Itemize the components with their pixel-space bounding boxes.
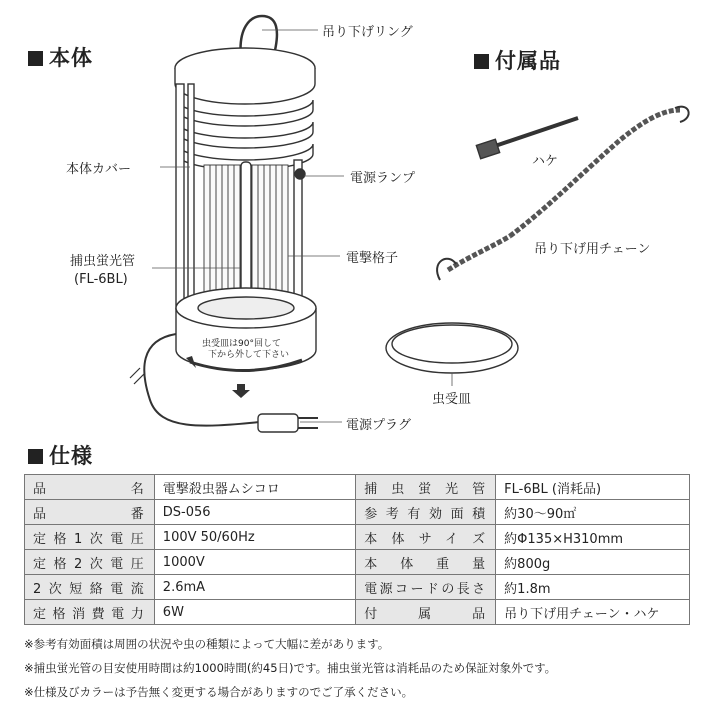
callout-power-lamp: 電源ランプ [350, 171, 416, 186]
note-line: ※仕様及びカラーは予告無く変更する場合がありますのでご了承ください。 [24, 685, 414, 699]
spec-label: 付属品 [356, 600, 496, 625]
spec-row [25, 525, 690, 550]
spec-value: FL-6BL (消耗品) [496, 475, 690, 500]
spec-value: 2.6mA [154, 575, 355, 600]
tray-note-line2: 下から外して下さい [208, 350, 290, 360]
callout-hanging-ring: 吊り下げリング [322, 25, 413, 40]
spec-value: 100V 50/60Hz [154, 525, 355, 550]
spec-value: 約Φ135×H310mm [496, 525, 690, 550]
spec-value: DS-056 [154, 500, 355, 525]
body-cover-icon [177, 100, 313, 170]
spec-row [25, 600, 690, 625]
callout-chain: 吊り下げ用チェーン [534, 242, 651, 257]
spec-label: 捕虫蛍光管 [356, 475, 496, 500]
spec-row [25, 500, 690, 525]
callout-tray: 虫受皿 [432, 392, 472, 407]
spec-value: 約800g [496, 550, 690, 575]
spec-value: 電撃殺虫器ムシコロ [154, 475, 355, 500]
spec-row [25, 550, 690, 575]
power-lamp-icon [295, 169, 305, 179]
spec-row [25, 475, 690, 500]
note-line: ※参考有効面積は周囲の状況や虫の種類によって大幅に差があります。 [24, 637, 390, 651]
note-line: ※捕虫蛍光管の目安使用時間は約1000時間(約45日)です。捕虫蛍光管は消耗品のため保証対象外です。 [24, 661, 557, 675]
down-arrow-icon [232, 384, 250, 398]
notes [24, 632, 556, 704]
spec-label: 定格1次電圧 [25, 525, 155, 550]
spec-label: 2次短絡電流 [25, 575, 155, 600]
spec-label: 品 番 [25, 500, 155, 525]
insect-tray-icon [386, 323, 518, 373]
spec-value: 6W [154, 600, 355, 625]
callout-brush: ハケ [532, 154, 559, 169]
spec-label: 定格消費電力 [25, 600, 155, 625]
power-plug-icon [258, 414, 298, 432]
heading-spec-text: 仕様 [49, 444, 93, 468]
spec-label: 参考有効面積 [356, 500, 496, 525]
spec-row [25, 575, 690, 600]
spec-value: 約30〜90㎡ [496, 500, 690, 525]
heading-accessories-text: 付属品 [495, 49, 561, 73]
callout-body-cover: 本体カバー [66, 162, 132, 177]
callout-lamp-tube: 捕虫蛍光管 [70, 254, 136, 269]
spec-label: 品 名 [25, 475, 155, 500]
spec-value: 1000V [154, 550, 355, 575]
spec-label: 本体重量 [356, 550, 496, 575]
spec-table [24, 474, 690, 625]
spec-label: 定格2次電圧 [25, 550, 155, 575]
callout-grid: 電撃格子 [346, 251, 399, 266]
tray-note-line1: 虫受皿は90°回して [202, 339, 281, 349]
heading-main-unit-text: 本体 [49, 46, 93, 70]
callout-plug: 電源プラグ [346, 418, 412, 433]
spec-value: 吊り下げ用チェーン・ハケ [496, 600, 690, 625]
spec-label: 本体サイズ [356, 525, 496, 550]
callout-lamp-tube-model: (FL-6BL) [74, 272, 128, 287]
spec-label: 電源コードの長さ [356, 575, 496, 600]
brush-icon [476, 118, 578, 159]
spec-value: 約1.8m [496, 575, 690, 600]
